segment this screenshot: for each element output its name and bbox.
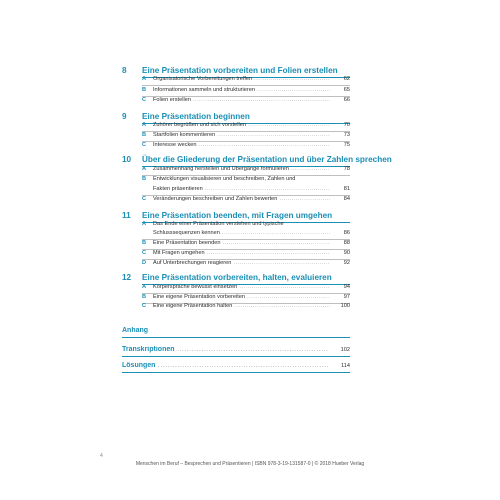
entry-letter: C [142, 196, 147, 202]
appendix-item [122, 346, 350, 358]
entry-page: 70 [343, 122, 350, 128]
entry-letter: B [142, 176, 147, 182]
entry-letter: A [142, 284, 147, 290]
section-rule [122, 356, 350, 357]
entry-page: 65 [343, 87, 350, 93]
entry-page: 84 [343, 196, 350, 202]
footer-page-number: 4 [100, 453, 103, 459]
appendix-title: Anhang [122, 327, 149, 334]
entry-text: Das Ende einer Präsentation verstehen und typische [153, 221, 284, 227]
appendix-item-title: Transkriptionen ..... [122, 346, 328, 353]
chapter-title: Eine Präsentation vorbereiten und Folien erstellen [142, 66, 338, 75]
footer-text: Menschen im Beruf – Besprechen und Präsentieren | ISBN 978-3-19-131587-0 | © 2018 Hueber Verlag [135, 461, 365, 467]
appendix-heading [122, 327, 350, 339]
entry-page: 97 [343, 294, 350, 300]
chapter-number: 9 [122, 112, 127, 121]
entry-text: Veränderungen beschreiben und Zahlen bewerten ..... [153, 196, 330, 202]
entry-page: 100 [340, 303, 350, 309]
appendix-item-page: 102 [340, 347, 350, 353]
entry-letter: C [142, 303, 147, 309]
chapter-title: Eine Präsentation beenden, mit Fragen umgehen [142, 211, 333, 220]
toc-entry [142, 76, 350, 87]
entry-letter: D [142, 260, 147, 266]
entry-text: Mit Fragen umgehen ..... [153, 250, 330, 256]
entry-page: 75 [343, 142, 350, 148]
entry-page: 66 [343, 97, 350, 103]
appendix-item-title: Lösungen ..... [122, 362, 328, 369]
toc-entry [142, 303, 350, 314]
chapter-number: 10 [122, 155, 132, 164]
entry-text: Eine eigene Präsentation halten ..... [153, 303, 330, 309]
entry-page: 94 [343, 284, 350, 290]
entry-text: Zusammenhang herstellen und Übergänge formulieren ..... [153, 166, 330, 172]
chapter-number: 11 [122, 211, 131, 220]
entry-letter: B [142, 132, 147, 138]
entry-letter: A [142, 221, 147, 227]
toc-entry [142, 142, 350, 153]
entry-page: 92 [343, 260, 350, 266]
entry-text: Organisatorische Vorbereitungen treffen ..... [153, 76, 330, 82]
entry-text-continuation: Fakten präsentieren ..... [153, 186, 330, 192]
entry-page: 81 [343, 186, 350, 192]
toc-entry [142, 260, 350, 271]
entry-text-continuation: Schlusssequenzen kennen ..... [153, 230, 330, 236]
entry-letter: C [142, 97, 147, 103]
entry-letter: A [142, 76, 147, 82]
entry-rule [142, 85, 350, 86]
entry-letter: A [142, 166, 147, 172]
entry-text: Körpersprache bewusst einsetzen ..... [153, 284, 330, 290]
entry-page: 73 [343, 132, 350, 138]
toc-entry [142, 196, 350, 207]
section-rule [122, 372, 350, 373]
entry-page: 90 [343, 250, 350, 256]
entry-text: Eine eigene Präsentation vorbereiten ..... [153, 294, 330, 300]
entry-letter: B [142, 294, 147, 300]
entry-letter: C [142, 142, 147, 148]
section-rule [122, 337, 350, 338]
entry-text: Folien erstellen ..... [153, 97, 330, 103]
entry-page: 86 [343, 230, 350, 236]
entry-text: Entwicklungen visualisieren und beschreiben, Zahlen und [153, 176, 296, 182]
entry-page: 88 [343, 240, 350, 246]
entry-text: Interesse wecken ..... [153, 142, 330, 148]
entry-letter: B [142, 240, 147, 246]
entry-page: 78 [343, 166, 350, 172]
chapter-number: 12 [122, 273, 132, 282]
chapter-title: Eine Präsentation vorbereiten, halten, evaluieren [142, 273, 332, 282]
entry-letter: A [142, 122, 147, 128]
toc-entry [142, 97, 350, 108]
entry-letter: B [142, 87, 147, 93]
entry-letter: C [142, 250, 147, 256]
entry-page: 62 [343, 76, 350, 82]
entry-text: Auf Unterbrechungen reagieren ..... [153, 260, 330, 266]
entry-text: Informationen sammeln und strukturieren ..... [153, 87, 330, 93]
entry-text: Eine Präsentation beenden ..... [153, 240, 330, 246]
chapter-title: Eine Präsentation beginnen [142, 112, 250, 121]
entry-text: Zuhörer begrüßen und sich vorstellen ..... [153, 122, 330, 128]
chapter-number: 8 [122, 66, 127, 75]
entry-text: Startfolien kommentieren ..... [153, 132, 330, 138]
chapter-title: Über die Gliederung der Präsentation und über Zahlen sprechen [142, 155, 392, 164]
appendix-item-page: 114 [341, 363, 350, 369]
appendix-item [122, 362, 350, 374]
